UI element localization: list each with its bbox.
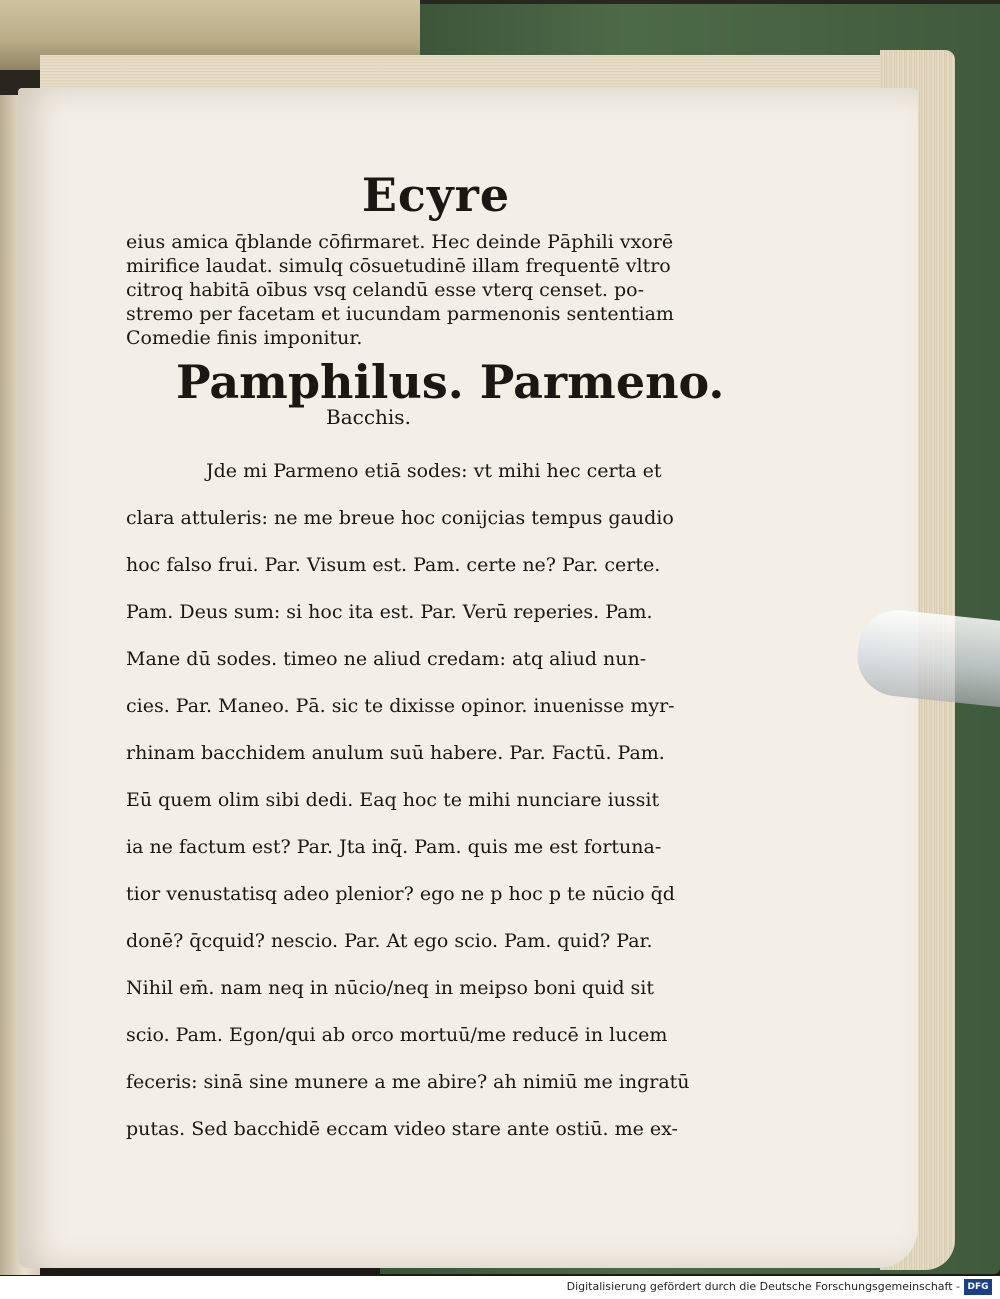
argument-block — [126, 230, 686, 350]
dialogue-line: hoc falso frui. Par. Visum est. Pam. certe ne? Par. certe. — [126, 554, 661, 577]
dialogue-line: rhinam bacchidem anulum suū habere. Par. Factū. Pam. — [126, 742, 665, 765]
dfg-logo: DFG — [964, 1279, 992, 1295]
argument-line: citroq habitā oībus vsq celandū esse vterq censet. po- — [126, 279, 645, 301]
footer-bar — [0, 1276, 1000, 1299]
argument-line: mirifice laudat. simulq cōsuetudinē illam frequentē vltro — [126, 255, 671, 277]
speaker-subheading: Bacchis. — [326, 405, 411, 430]
dialogue-line: tior venustatisq adeo plenior? ego ne p hoc p te nūcio q̄d — [126, 883, 675, 906]
argument-line: Comedie finis imponitur. — [126, 327, 363, 349]
argument-line: eius amica q̄blande cōfirmaret. Hec deinde Pāphili vxorē — [126, 231, 674, 253]
dialogue-line: Pam. Deus sum: si hoc ita est. Par. Verū reperies. Pam. — [126, 601, 653, 624]
dialogue-line: Eū quem olim sibi dedi. Eaq hoc te mihi nunciare iussit — [126, 789, 660, 812]
dialogue-line: Nihil em̄. nam neq in nūcio/neq in meipso boni quid sit — [126, 977, 655, 1000]
dialogue-line: clara attuleris: ne me breue hoc conijcias tempus gaudio — [126, 507, 674, 530]
dialogue-line: cies. Par. Maneo. Pā. sic te dixisse opinor. inuenisse myr- — [126, 695, 675, 718]
dialogue-line: putas. Sed bacchidē eccam video stare ante ostiū. me ex- — [126, 1118, 678, 1141]
dialogue-line: Jde mi Parmeno etiā sodes: vt mihi hec certa et — [206, 460, 662, 483]
dialogue-block — [126, 448, 690, 1153]
page-text — [126, 168, 725, 1153]
dialogue-line: Mane dū sodes. timeo ne aliud credam: atq aliud nun- — [126, 648, 647, 671]
dialogue-line: feceris: sinā sine munere a me abire? ah nimiū me ingratū — [126, 1071, 690, 1094]
speaker-heading: Pamphilus. Parmeno. — [176, 355, 725, 409]
dialogue-line: scio. Pam. Egon/qui ab orco mortuū/me reducē in lucem — [126, 1024, 668, 1047]
argument-line: stremo per facetam et iucundam parmenonis sententiam — [126, 303, 674, 325]
funding-credit: Digitalisierung gefördert durch die Deutsche Forschungsgemeinschaft - — [566, 1280, 960, 1293]
dialogue-line: ia ne factum est? Par. Jta inq̄. Pam. quis me est fortuna- — [126, 836, 662, 859]
running-head: Ecyre — [361, 168, 511, 222]
dialogue-line: donē? q̄cquid? nescio. Par. At ego scio. Pam. quid? Par. — [126, 930, 653, 953]
